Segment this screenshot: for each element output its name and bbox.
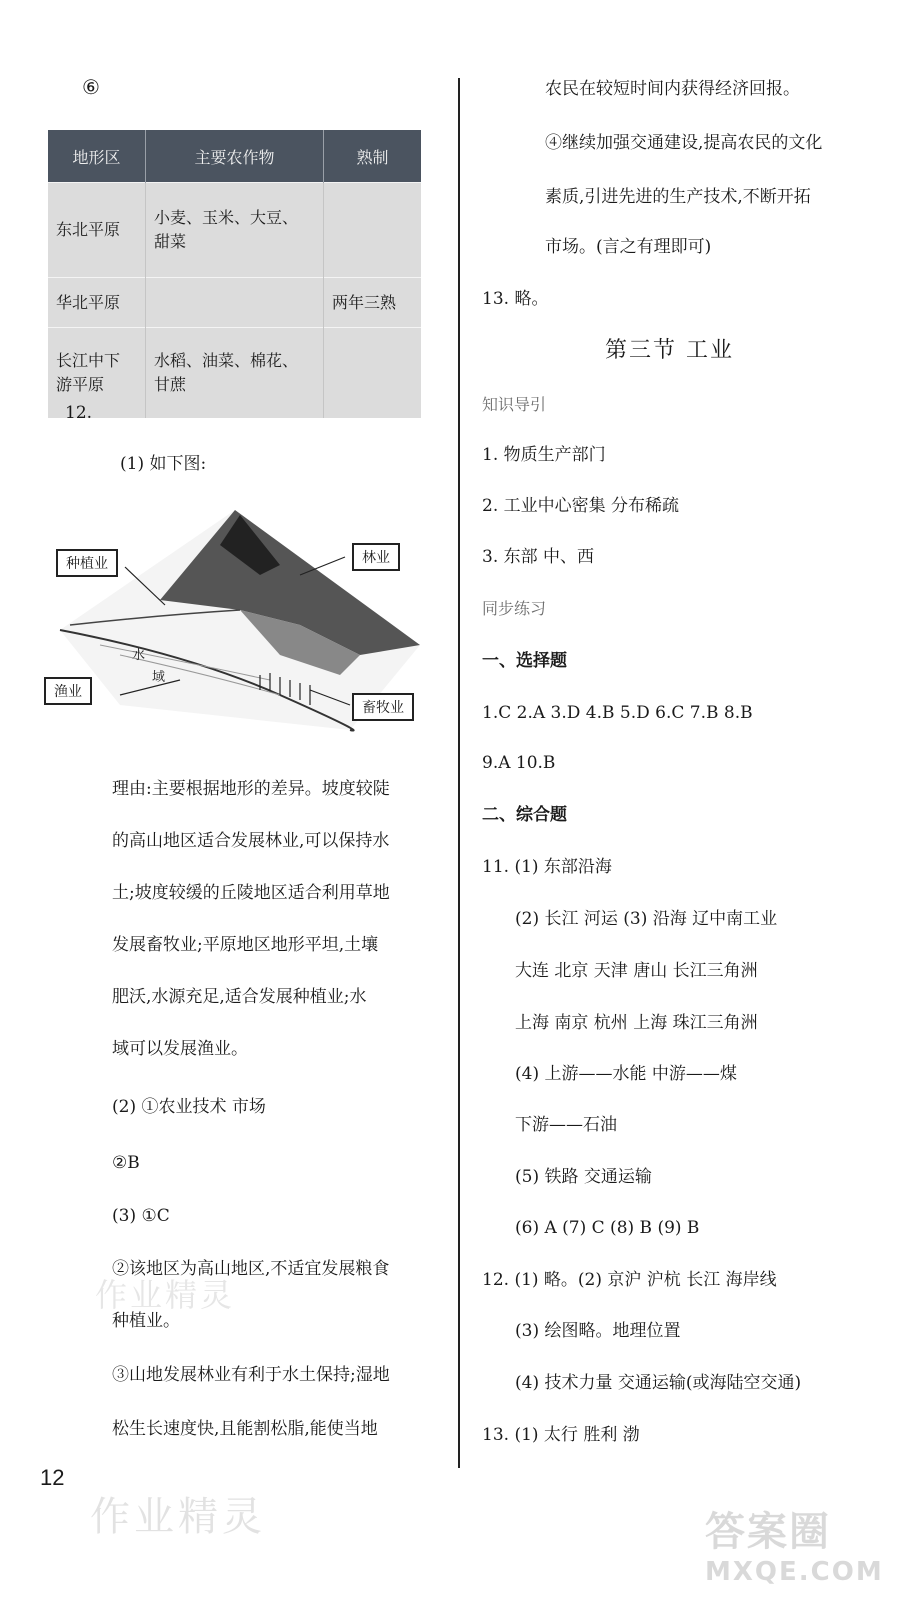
cell-line: 水稻、油菜、棉花、 [154,350,299,370]
answer-11: 下游——石油 [515,1115,617,1135]
reason-line: 肥沃,水源充足,适合发展种植业;水 [112,987,367,1007]
cell-line: 游平原 [56,374,105,394]
table-cell [324,183,422,278]
answer-11: 11. (1) 东部沿海 [482,857,612,877]
guide-item: 2. 工业中心密集 分布稀疏 [482,496,680,516]
reason-line: 的高山地区适合发展林业,可以保持水 [112,831,390,851]
table-cell: 华北平原 [48,278,146,328]
cont-line: 素质,引进先进的生产技术,不断开拓 [545,187,811,207]
section-comprehensive: 二、综合题 [482,805,567,825]
cell-line: 甘蔗 [154,374,187,394]
answer-12: (4) 技术力量 交通运输(或海陆空交通) [515,1373,802,1393]
reason-line: 理由:主要根据地形的差异。坡度较陡 [112,779,390,799]
cell-line: 小麦、玉米、大豆、 [154,208,299,227]
table-row [48,328,421,418]
cont-line: ④继续加强交通建设,提高农民的文化 [545,133,823,153]
table-cell [146,328,324,418]
watermark-mid: 作业精灵 [95,1276,236,1314]
table-row [48,278,421,328]
mc-answers: 1.C 2.A 3.D 4.B 5.D 6.C 7.B 8.B [482,703,753,723]
table-header: 熟制 [324,130,422,183]
table-cell [324,328,422,418]
column-divider [458,78,460,1468]
answer-11: (5) 铁路 交通运输 [515,1167,652,1187]
section-head-practice: 同步练习 [482,599,547,618]
logo-url: MXQE.COM [705,1557,884,1587]
page-number: 12 [40,1465,65,1490]
table-row [48,183,421,278]
reason-line: 土;坡度较缓的丘陵地区适合利用草地 [112,883,390,903]
label-water-1: 水 [132,648,146,663]
cont-line: 农民在较短时间内获得经济回报。 [545,79,800,99]
circle-six: ⑥ [82,75,100,99]
answer-12: 12. (1) 略。(2) 京沪 沪杭 长江 海岸线 [482,1270,777,1290]
answer-11: 大连 北京 天津 唐山 长江三角洲 [515,961,758,981]
answer-12: (3) 绘图略。地理位置 [515,1321,681,1341]
chapter-title: 第三节 工业 [605,338,734,363]
site-logo-watermark [705,1500,884,1590]
table-header: 主要农作物 [146,130,324,183]
table-cell [146,183,324,278]
guide-item: 3. 东部 中、西 [482,547,595,567]
answer-11: (2) 长江 河运 (3) 沿海 辽中南工业 [515,909,778,929]
label-xumu: 畜牧业 [352,693,414,721]
cell-line: 甜菜 [154,232,187,251]
reason-line: 发展畜牧业;平原地区地形平坦,土壤 [112,935,379,955]
answer-12-2b: ②B [112,1153,140,1173]
logo-text: 答案圈 [705,1509,831,1555]
question-12-1: (1) 如下图: [120,454,207,474]
question-12: 12. [65,403,93,423]
answer-11: 上海 南京 杭州 上海 珠江三角洲 [515,1013,758,1033]
crop-table [48,130,421,418]
watermark: 作业精灵 [90,1494,266,1540]
answer-13b: 13. (1) 太行 胜利 渤 [482,1425,640,1445]
cont-line: 市场。(言之有理即可) [545,237,712,257]
answer-12-3b: ②该地区为高山地区,不适宜发展粮食 [112,1259,390,1279]
section-head-guide: 知识导引 [482,395,547,414]
table-cell [146,278,324,328]
label-yuye: 渔业 [44,677,92,705]
cell-line: 长江中下 [56,350,121,370]
section-choice: 一、选择题 [482,651,567,671]
label-water-2: 域 [152,670,166,685]
table-header: 地形区 [48,130,146,183]
answer-12-3: (3) ①C [112,1206,170,1226]
answer-13: 13. 略。 [482,289,549,309]
mc-answers: 9.A 10.B [482,753,556,773]
answer-11: (6) A (7) C (8) B (9) B [515,1218,700,1238]
answer-12-3c: ③山地发展林业有利于水土保持;湿地 [112,1365,390,1385]
label-linye: 林业 [352,543,400,571]
table-cell: 东北平原 [48,183,146,278]
table-cell [48,328,146,418]
terrain-illustration [40,505,430,745]
guide-item: 1. 物质生产部门 [482,445,606,465]
answer-11: (4) 上游——水能 中游——煤 [515,1064,737,1084]
answer-12-3c: 松生长速度快,且能割松脂,能使当地 [112,1419,378,1439]
answer-12-2: (2) ①农业技术 市场 [112,1097,266,1117]
label-zhongzhi: 种植业 [56,549,118,577]
answer-12-3b: 种植业。 [112,1311,180,1331]
reason-line: 域可以发展渔业。 [112,1039,248,1059]
table-cell: 两年三熟 [324,278,422,328]
